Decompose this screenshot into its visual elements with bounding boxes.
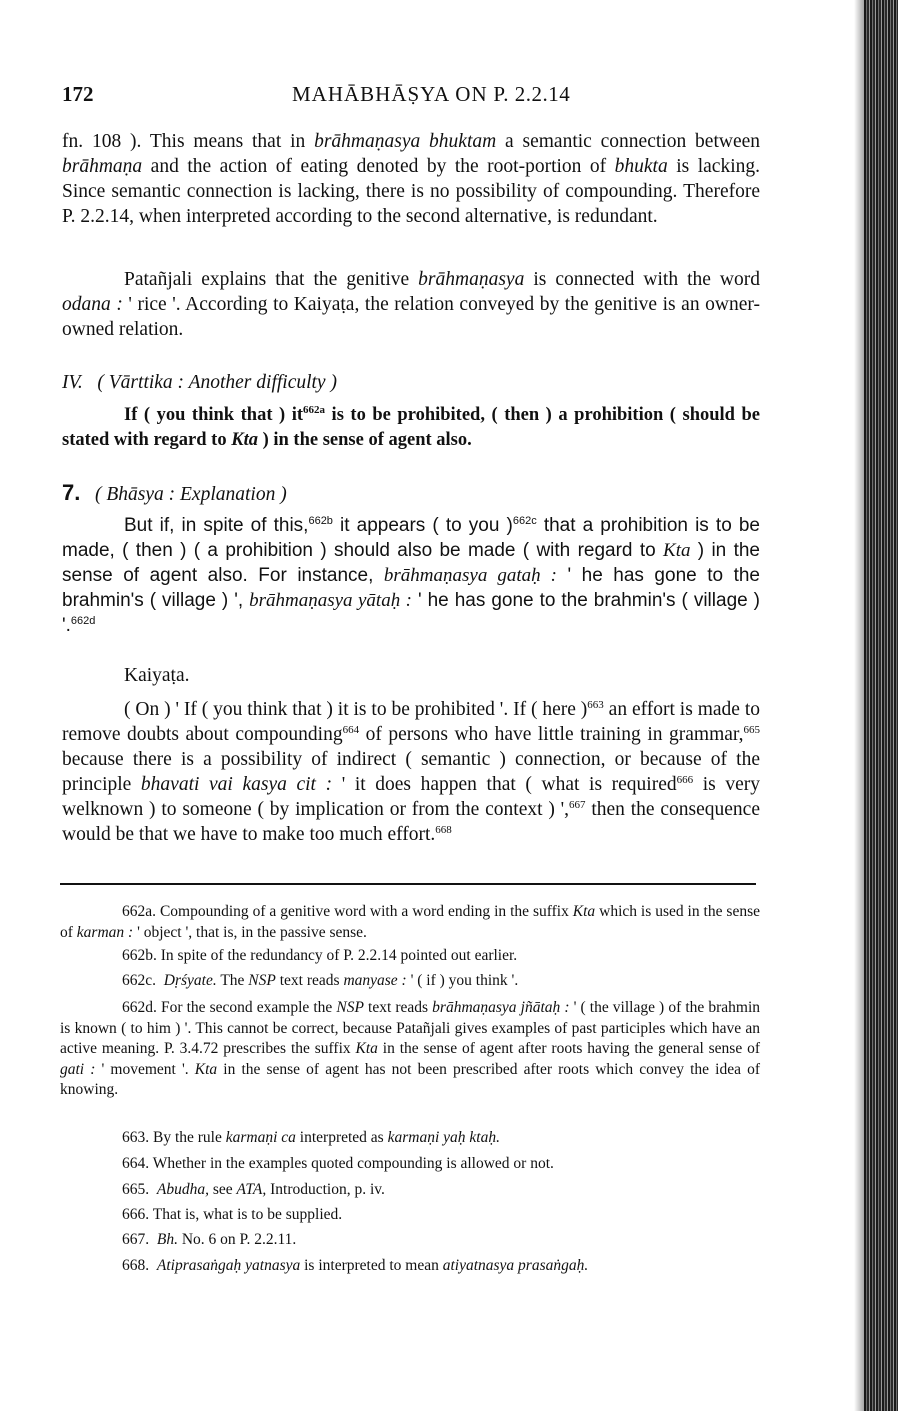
header-book-title: MAHĀBHĀṢYA ON [292, 82, 488, 106]
footnote-ref: 662b [308, 515, 333, 527]
sanskrit-term: brāhmaṇasya bhuktam [314, 131, 497, 152]
abbreviation: Bh. [156, 1231, 178, 1248]
footnote-ref: 663 [587, 699, 604, 711]
footnote-number: 662c. [122, 972, 157, 989]
page-number: 172 [62, 82, 94, 106]
text: That is, what is to be supplied. [149, 1206, 343, 1223]
sanskrit-term: Kta [194, 1060, 218, 1078]
text: ' rice '. According to Kaiyaṭa, the relation conveyed by the genitive is an owner-owned relation. [62, 294, 760, 340]
footnote-ref: 668 [435, 824, 452, 836]
page-binding-edge [864, 0, 898, 1411]
text: text reads [275, 972, 344, 989]
sanskrit-term: brāhmaṇasya [418, 269, 525, 290]
text: see [208, 1181, 237, 1198]
running-header [292, 82, 570, 107]
section-roman-numeral: IV. [62, 372, 83, 393]
text: is lacking. Since semantic connection is lacking, there is no possibility of compounding. Therefore P. 2.2.14, when interpreted according to the second alternative, is redundant. [62, 156, 760, 227]
text: ' it does happen that ( what is required [332, 774, 677, 795]
sanskrit-term: karmaṇi ca [225, 1129, 296, 1146]
sanskrit-term: brāhmaṇasya jñātaḥ : [432, 999, 570, 1016]
section-7-heading [62, 480, 760, 507]
text: in the sense of agent has not been prescribed after roots which convey the idea of knowing. [60, 1060, 761, 1098]
text: But if, in spite of this, [124, 515, 309, 536]
text: The [216, 972, 249, 989]
bhasya-paragraph [62, 513, 760, 638]
sanskrit-term: Kta [663, 540, 691, 561]
footnote-divider [60, 883, 756, 885]
text: ) in the sense of agent also. [257, 430, 472, 450]
sanskrit-term: odana : [62, 294, 123, 315]
footnote-ref: 666 [676, 774, 694, 786]
sanskrit-term: karman : [76, 923, 134, 941]
text: ' movement '. [95, 1060, 195, 1078]
abbreviation: NSP [248, 972, 276, 989]
footnote-number: 662d. [122, 999, 157, 1016]
footnote-number: 665. [122, 1181, 150, 1198]
footnote-ref: 662a [303, 404, 326, 416]
varttika-text [62, 403, 760, 453]
text: is very welknown ) to someone ( by implication or from the context ) ', [62, 774, 761, 820]
section-label: ( Bhāsya : Explanation ) [94, 484, 287, 505]
footnote-662a [60, 902, 760, 943]
footnote-number: 666. [122, 1206, 150, 1223]
text: Compounding of a genitive word with a word ending in the suffix [156, 903, 573, 920]
footnote-number: 667. [122, 1231, 150, 1248]
footnote-ref: 665 [743, 724, 760, 736]
footnote-ref: 662d [70, 615, 96, 627]
footnote-666 [122, 1205, 762, 1226]
sanskrit-term: Atiprasaṅgaḥ yatnasya [156, 1257, 301, 1274]
sanskrit-term: gati : [60, 1060, 96, 1078]
text: ' ( if ) you think '. [406, 972, 519, 989]
sanskrit-term: Dṛśyate. [163, 972, 217, 989]
footnote-number: 668. [122, 1257, 150, 1274]
abbreviation: ATA, [236, 1181, 267, 1198]
kaiyata-heading: Kaiyaṭa. [124, 665, 190, 686]
text: For the second example the [156, 999, 337, 1016]
sanskrit-term: atiyatnasya prasaṅgaḥ. [442, 1257, 589, 1274]
footnote-number: 662a. [122, 903, 157, 920]
footnote-667 [122, 1230, 762, 1251]
text: Patañjali explains that the genitive [124, 269, 419, 290]
text: No. 6 on P. 2.2.11. [177, 1231, 297, 1248]
section-label: ( Vārttika : Another difficulty ) [97, 372, 337, 393]
footnote-ref: 664 [342, 724, 360, 736]
section-number: 7. [62, 480, 81, 505]
text: because there is a possibility of indirect ( semantic ) connection, or because of the principle [62, 749, 760, 795]
text: an effort is made to remove doubts about compounding [62, 699, 760, 745]
sanskrit-term: brāhmaṇa [62, 156, 143, 177]
paragraph-1 [62, 129, 760, 229]
sanskrit-term: Kta [355, 1040, 378, 1057]
footnote-668 [122, 1256, 762, 1277]
sanskrit-term: karmaṇi yaḥ ktaḥ. [387, 1129, 500, 1146]
paragraph-2 [62, 267, 760, 342]
sanskrit-term: manyase : [343, 972, 407, 989]
text: and the action of eating denoted by the root-portion of [142, 156, 615, 177]
footnote-number: 662b. [122, 947, 157, 964]
text: ' he has gone to the brahmin's ( village ) ', [62, 565, 760, 611]
text: ( On ) ' If ( you think that ) it is to be prohibited '. If ( here ) [124, 699, 588, 720]
text: By the rule [149, 1129, 226, 1146]
text: ) in the sense of agent also. For instance, [62, 540, 760, 586]
text: fn. 108 ). This means that in [62, 131, 315, 152]
footnote-665 [122, 1180, 762, 1201]
sanskrit-example: brāhmaṇasya gataḥ : [383, 565, 557, 586]
footnote-663 [122, 1128, 762, 1149]
text: a semantic connection between [496, 131, 760, 152]
text: is connected with the word [524, 269, 760, 290]
text: that a prohibition is to be made, ( then ) ( a prohibition ) should also be made ( with regard to [62, 515, 761, 561]
text: which is used in the sense of [60, 903, 760, 941]
sanskrit-example: brāhmaṇasya yātaḥ : [249, 590, 412, 611]
footnote-662c [122, 971, 762, 992]
footnote-number: 663. [122, 1129, 150, 1146]
sanskrit-term: Kta [572, 903, 596, 920]
footnote-ref: 662c [512, 515, 537, 527]
sanskrit-term: Abudha, [156, 1181, 209, 1198]
footnote-664 [122, 1154, 762, 1175]
text: ' ( the village ) of the brahmin is known ( to him ) '. This cannot be correct, because Patañjali gives examples of past participles which have an active meaning. P. 3.4.72 prescribes the suffix [60, 999, 761, 1057]
sanskrit-term: bhukta [614, 156, 668, 177]
section-iv-heading [62, 370, 760, 395]
text: is to be prohibited, ( then ) a prohibition ( should be stated with regard to [62, 405, 760, 450]
text: ' he has gone to the brahmin's ( village ) '. [62, 590, 761, 636]
footnote-662d [60, 998, 760, 1101]
text: in the sense of agent after roots having the general sense of [377, 1040, 760, 1057]
text: In spite of the redundancy of P. 2.2.14 pointed out earlier. [156, 947, 518, 964]
text: it appears ( to you ) [332, 515, 513, 536]
footnote-number: 664. [122, 1155, 150, 1172]
abbreviation: NSP [336, 999, 364, 1016]
footnote-662b [122, 946, 762, 967]
text: interpreted as [295, 1129, 388, 1146]
sanskrit-term: bhavati vai kasya cit : [140, 774, 333, 795]
kaiyata-paragraph [62, 697, 760, 847]
text: Introduction, p. iv. [266, 1181, 385, 1198]
text: If ( you think that ) it [124, 405, 304, 425]
text: of persons who have little training in grammar, [359, 724, 744, 745]
text: then the consequence would be that we have to make too much effort. [62, 799, 760, 845]
text: text reads [363, 999, 433, 1016]
sanskrit-term: Kta [231, 430, 258, 450]
text: ' object ', that is, in the passive sense. [133, 923, 367, 941]
header-rule: P. 2.2.14 [493, 82, 571, 106]
text: is interpreted to mean [300, 1257, 443, 1274]
footnote-ref: 667 [569, 799, 586, 811]
text: Whether in the examples quoted compounding is allowed or not. [149, 1155, 554, 1172]
